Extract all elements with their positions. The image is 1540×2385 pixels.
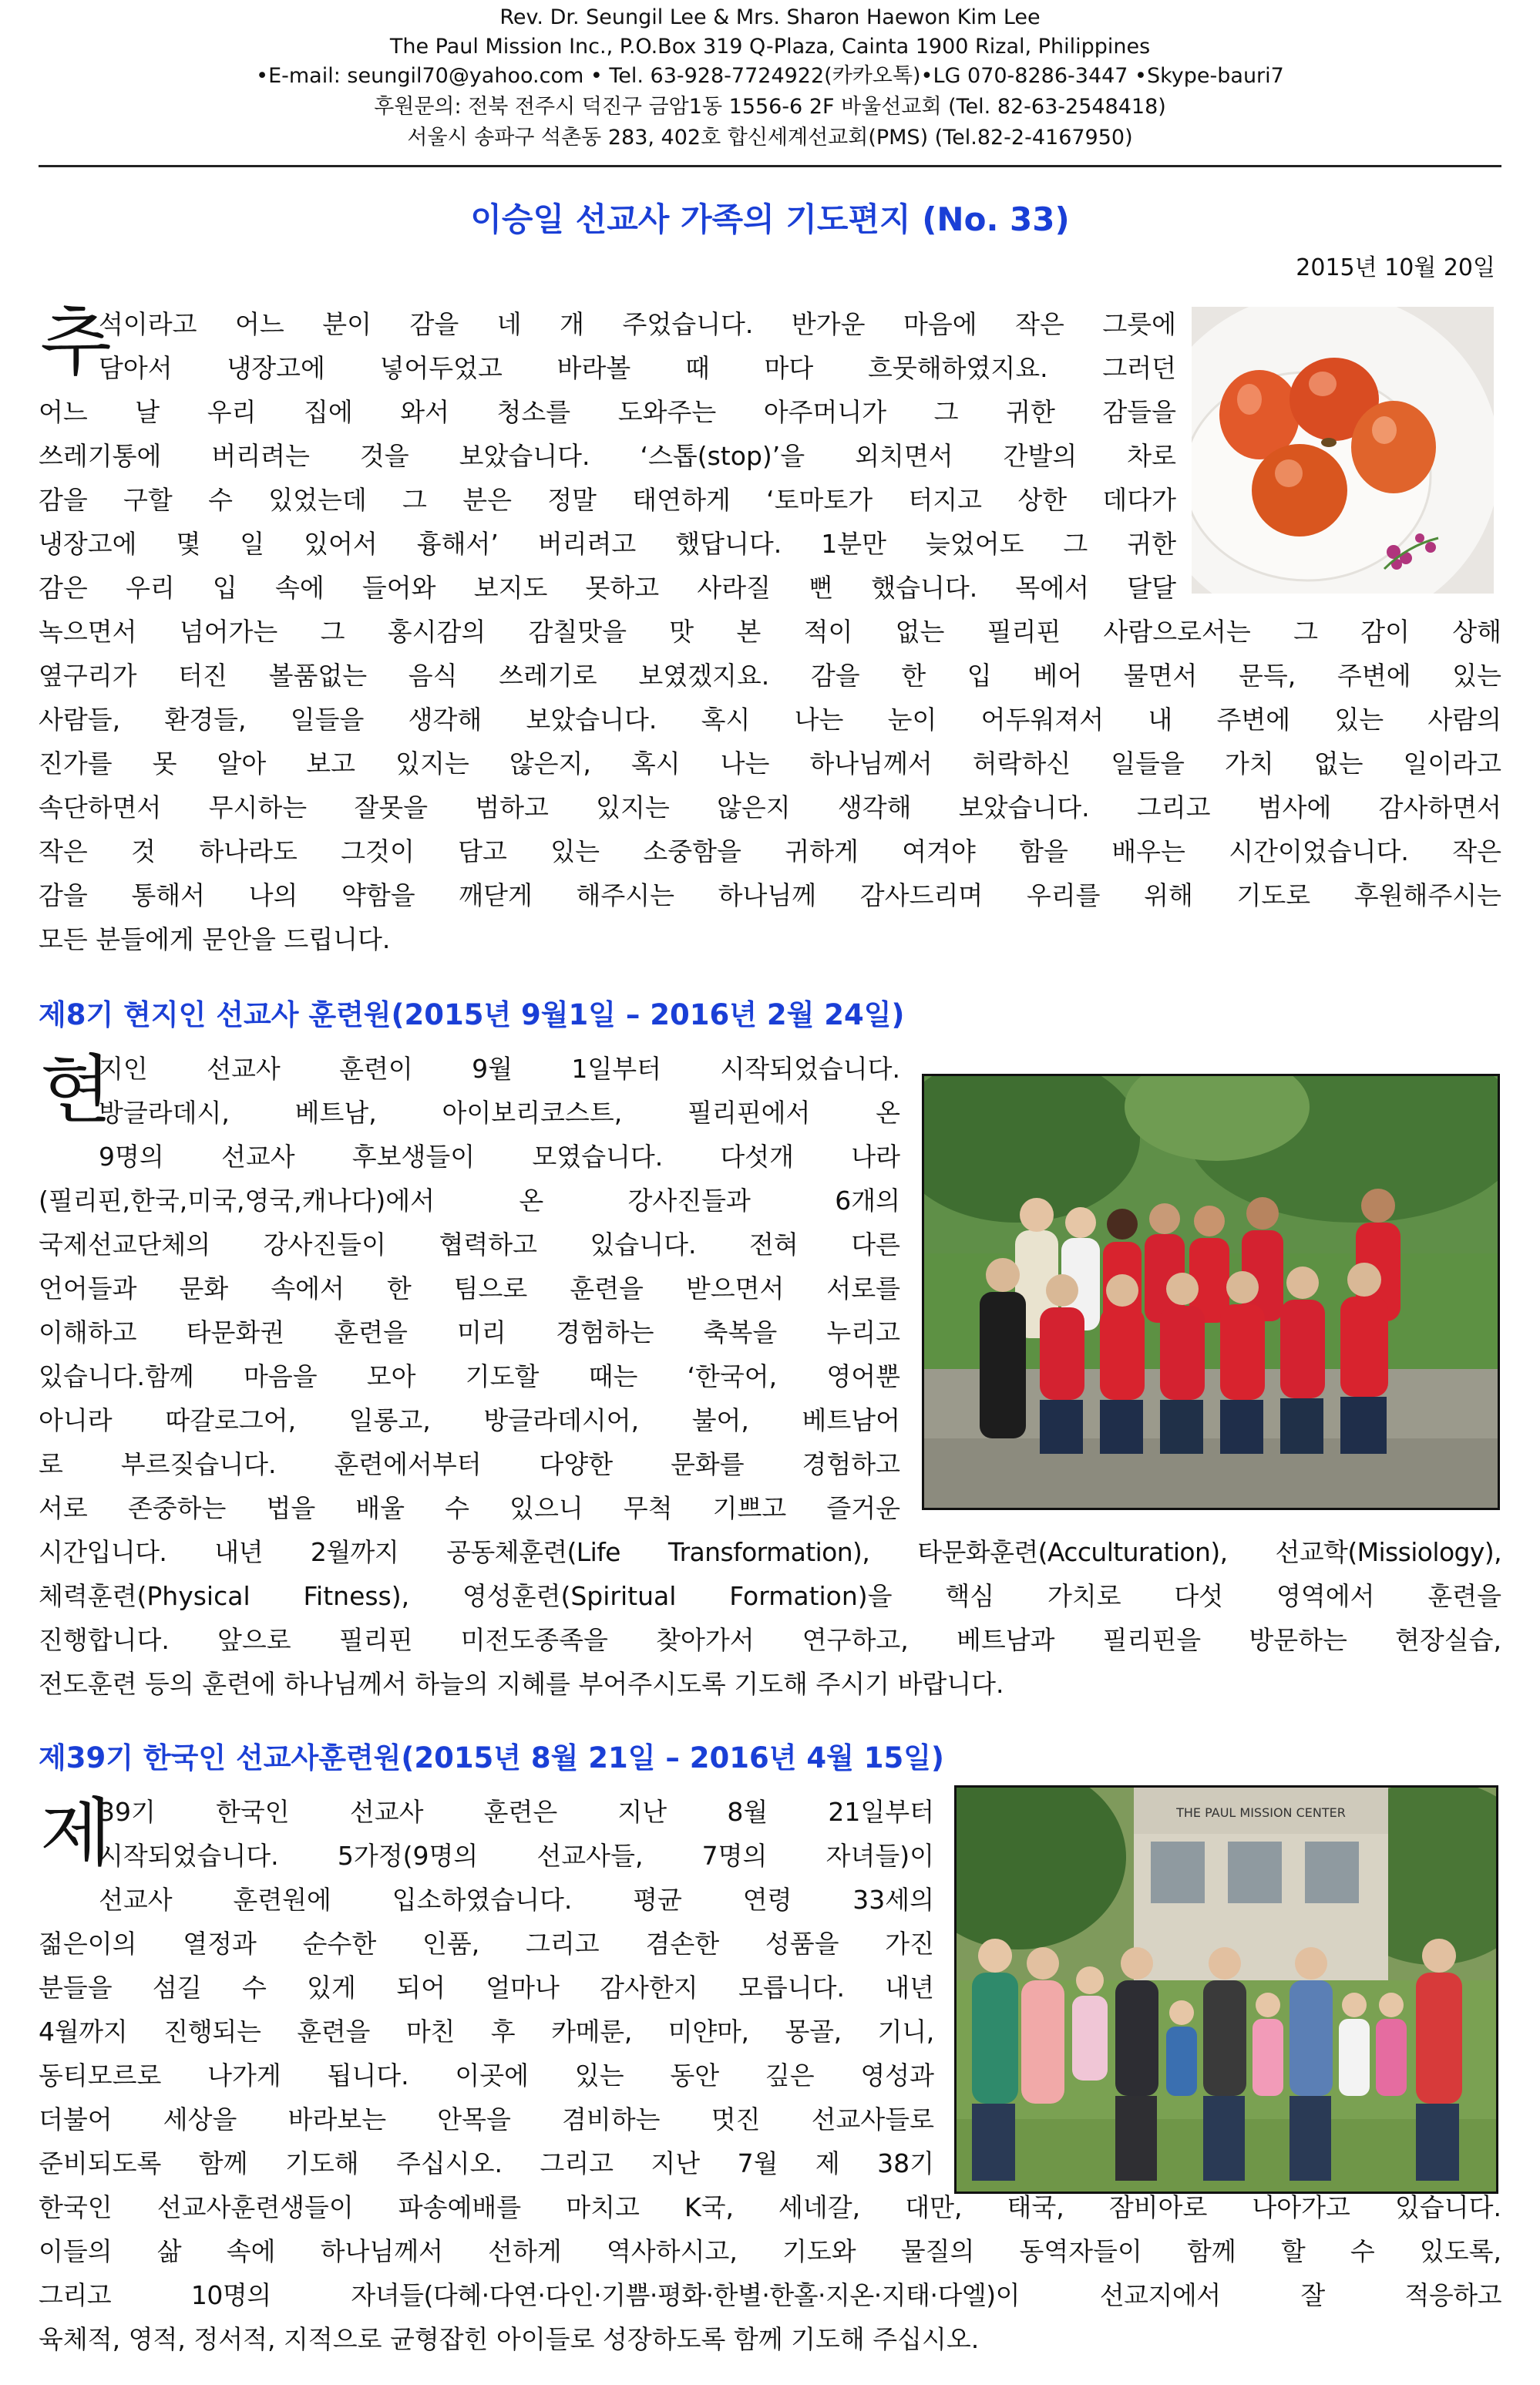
- section2-line: 이해하고 타문화권 훈련을 미리 경험하는 축복을 누리고: [39, 1317, 900, 1347]
- section3-dropcap: 제: [40, 1790, 112, 1876]
- letter-date: 2015년 10월 20일: [1296, 254, 1495, 281]
- section1-line: 속단하면서 무시하는 잘못을 범하고 있지는 않은지 생각해 보았습니다. 그리고 범사에 감사하면서: [39, 792, 1501, 822]
- section1-line: 담아서 냉장고에 넣어두었고 바라볼 때 마다 흐뭇해하였지요. 그러던: [99, 353, 1176, 383]
- section3-line: 39기 한국인 선교사 훈련은 지난 8월 21일부터: [99, 1797, 934, 1827]
- section1-line: 작은 것 하나라도 그것이 담고 있는 소중함을 귀하게 여겨야 함을 배우는 시간이었습니다. 작은: [39, 836, 1501, 866]
- section3-line: 육체적, 영적, 정서적, 지적으로 균형잡힌 아이들로 성장하도록 함께 기도해 주십시오.: [39, 2324, 980, 2354]
- persimmon-photo: [1192, 307, 1494, 594]
- header-sponsor-seoul: 서울시 송파구 석촌동 283, 402호 합신세계선교회(PMS) (Tel.82-2-4167950): [407, 126, 1133, 150]
- section2-line: 시간입니다. 내년 2월까지 공동체훈련(Life Transformation), 타문화훈련(Acculturation), 선교학(Missiology),: [39, 1537, 1501, 1567]
- section3-line: 젊은이의 열정과 순수한 인품, 그리고 겸손한 성품을 가진: [39, 1929, 934, 1959]
- header-address: The Paul Mission Inc., P.O.Box 319 Q-Plaza, Cainta 1900 Rizal, Philippines: [389, 35, 1151, 59]
- section3-line: 4월까지 진행되는 훈련을 마친 후 카메룬, 미얀마, 몽골, 기니,: [39, 2017, 934, 2047]
- local-trainees-group-photo: [922, 1074, 1500, 1510]
- korean-trainees-group-photo: [954, 1785, 1498, 2194]
- section3-line: 선교사 훈련원에 입소하였습니다. 평균 연령 33세의: [99, 1885, 934, 1915]
- section1-line: 감을 통해서 나의 약함을 깨닫게 해주시는 하나님께 감사드리며 우리를 위해 기도로 후원해주시는: [39, 880, 1501, 910]
- section2-title: 제8기 현지인 선교사 훈련원(2015년 9월1일 – 2016년 2월 24일): [39, 998, 905, 1031]
- section3-line: 이들의 삶 속에 하나님께서 선하게 역사하시고, 기도와 물질의 동역자들이 함께 할 수 있도록,: [39, 2236, 1501, 2266]
- section3-line: 시작되었습니다. 5가정(9명의 선교사들, 7명의 자녀들)이: [99, 1841, 934, 1871]
- header-contact: •E-mail: seungil70@yahoo.com • Tel. 63-928-7724922(카카오톡)•LG 070-8286-3447 •Skype-bauri7: [256, 64, 1284, 88]
- section1-line: 옆구리가 터진 볼품없는 음식 쓰레기로 보였겠지요. 감을 한 입 베어 물면서 문득, 주변에 있는: [39, 661, 1501, 691]
- header-sponsor-jeonju: 후원문의: 전북 전주시 덕진구 금암1동 1556-6 2F 바울선교회 (Tel. 82-63-2548418): [374, 95, 1166, 119]
- section3-line: 준비되도록 함께 기도해 주십시오. 그리고 지난 7월 제 38기: [39, 2148, 934, 2178]
- section2-line: 지인 선교사 훈련이 9월 1일부터 시작되었습니다.: [99, 1054, 900, 1084]
- section1-line: 감은 우리 입 속에 들어와 보지도 못하고 사라질 뻔 했습니다. 목에서 달달: [39, 573, 1176, 603]
- section3-title: 제39기 한국인 선교사훈련원(2015년 8월 21일 – 2016년 4월 15일): [39, 1741, 944, 1774]
- section2-line: 서로 존중하는 법을 배울 수 있으니 무척 기쁘고 즐거운: [39, 1493, 900, 1523]
- section1-line: 석이라고 어느 분이 감을 네 개 주었습니다. 반가운 마음에 작은 그릇에: [99, 309, 1176, 339]
- section2-line: 전도훈련 등의 훈련에 하나님께서 하늘의 지혜를 부어주시도록 기도해 주시기 바랍니다.: [39, 1669, 1004, 1699]
- section2-line: 진행합니다. 앞으로 필리핀 미전도종족을 찾아가서 연구하고, 베트남과 필리핀을 방문하는 현장실습,: [39, 1625, 1501, 1655]
- mission-center-sign: THE PAUL MISSION CENTER: [1176, 1805, 1346, 1820]
- section2-line: (필리핀,한국,미국,영국,캐나다)에서 온 강사진들과 6개의: [39, 1186, 900, 1216]
- section2-line: 로 부르짖습니다. 훈련에서부터 다양한 문화를 경험하고: [39, 1449, 900, 1479]
- section2-line: 있습니다.함께 마음을 모아 기도할 때는 ‘한국어, 영어뿐: [39, 1361, 900, 1391]
- section3-line: 분들을 섬길 수 있게 되어 얼마나 감사한지 모릅니다. 내년: [39, 1973, 934, 2003]
- section3-line: 더불어 세상을 바라보는 안목을 겸비하는 멋진 선교사들로: [39, 2104, 934, 2134]
- section2-line: 9명의 선교사 후보생들이 모였습니다. 다섯개 나라: [99, 1142, 900, 1172]
- section1-line: 냉장고에 몇 일 있어서 흉해서’ 버리려고 했답니다. 1분만 늦었어도 그 귀한: [39, 529, 1176, 559]
- section1-line: 감을 구할 수 있었는데 그 분은 정말 태연하게 ‘토마토가 터지고 상한 데다가: [39, 485, 1176, 515]
- section2-dropcap: 현: [40, 1047, 112, 1133]
- section2-line: 체력훈련(Physical Fitness), 영성훈련(Spiritual Formation)을 핵심 가치로 다섯 영역에서 훈련을: [39, 1581, 1501, 1611]
- section2-line: 국제선교단체의 강사진들이 협력하고 있습니다. 전혀 다른: [39, 1230, 900, 1260]
- letter-title: 이승일 선교사 가족의 기도편지 (No. 33): [470, 200, 1070, 238]
- section1-line: 쓰레기통에 버리려는 것을 보았습니다. ‘스톱(stop)’을 외치면서 간발의 차로: [39, 441, 1176, 471]
- section1-line: 사람들, 환경들, 일들을 생각해 보았습니다. 혹시 나는 눈이 어두워져서 내 주변에 있는 사람의: [39, 705, 1501, 735]
- header-divider: [39, 165, 1501, 167]
- header-names: Rev. Dr. Seungil Lee & Mrs. Sharon Haewon Kim Lee: [499, 5, 1041, 29]
- section3-line: 동티모르로 나가게 됩니다. 이곳에 있는 동안 깊은 영성과: [39, 2060, 934, 2091]
- section1-line: 모든 분들에게 문안을 드립니다.: [39, 924, 391, 954]
- section1-line: 진가를 못 알아 보고 있지는 않은지, 혹시 나는 하나님께서 허락하신 일들을 가치 없는 일이라고: [39, 748, 1501, 779]
- section2-line: 언어들과 문화 속에서 한 팀으로 훈련을 받으면서 서로를: [39, 1273, 900, 1304]
- section3-line: 한국인 선교사훈련생들이 파송예배를 마치고 K국, 세네갈, 대만, 태국, 잠비아로 나아가고 있습니다.: [39, 2192, 1501, 2222]
- section3-line: 그리고 10명의 자녀들(다혜·다연·다인·기쁨·평화·한별·한홀·지온·지태·다엘)이 선교지에서 잘 적응하고: [39, 2280, 1501, 2310]
- section2-line: 아니라 따갈로그어, 일롱고, 방글라데시어, 불어, 베트남어: [39, 1405, 900, 1435]
- section1-dropcap: 추: [40, 299, 112, 385]
- section1-line: 녹으면서 넘어가는 그 홍시감의 감칠맛을 맛 본 적이 없는 필리핀 사람으로서는 그 감이 상해: [39, 617, 1501, 647]
- section2-line: 방글라데시, 베트남, 아이보리코스트, 필리핀에서 온: [99, 1098, 900, 1128]
- section1-line: 어느 날 우리 집에 와서 청소를 도와주는 아주머니가 그 귀한 감들을: [39, 397, 1176, 427]
